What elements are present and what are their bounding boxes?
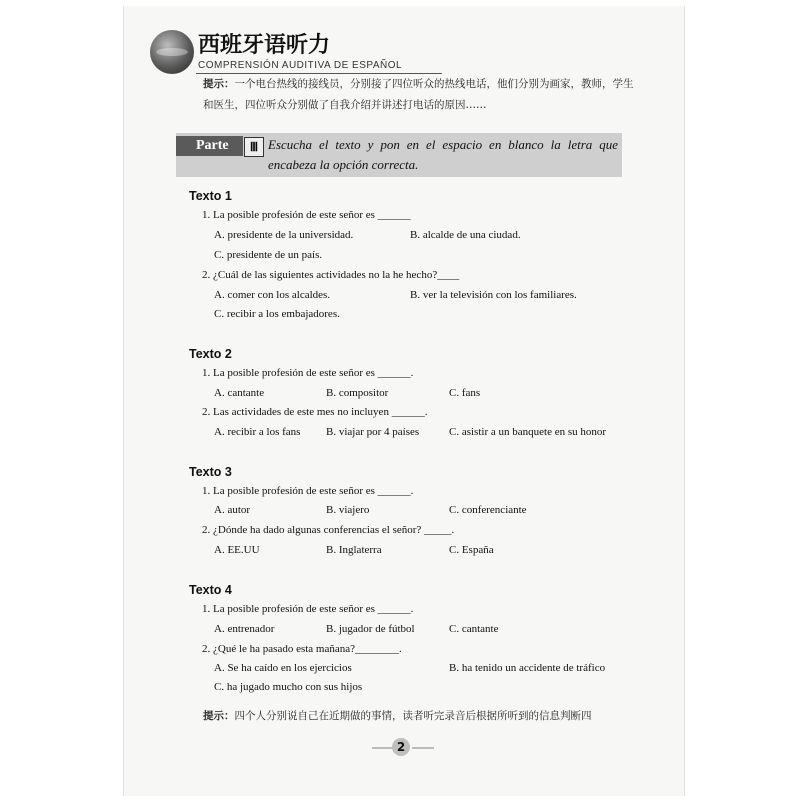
section-title: Texto 1 xyxy=(189,189,232,203)
question: 2. ¿Qué le ha pasado esta mañana?________. xyxy=(202,643,402,655)
option: A. cantante xyxy=(214,387,265,399)
question: 1. La posible profesión de este señor es ______. xyxy=(202,485,414,497)
option: C. ha jugado mucho con sus hijos xyxy=(214,681,363,693)
option: C. cantante xyxy=(449,623,499,635)
option: B. viajero xyxy=(326,504,370,516)
section-title: Texto 2 xyxy=(189,347,232,361)
question: 2. ¿Dónde ha dado algunas conferencias el señor? _____. xyxy=(202,524,455,536)
book-title-chinese: 西班牙语听力 xyxy=(198,33,331,58)
option: A. recibir a los fans xyxy=(214,426,301,438)
page-number-ornament-left xyxy=(372,747,394,749)
option: A. EE.UU xyxy=(214,544,260,556)
option: B. viajar por 4 países xyxy=(326,426,420,438)
question: 1. La posible profesión de este señor es ______. xyxy=(202,603,414,615)
book-page xyxy=(123,6,685,796)
option: B. alcalde de una ciudad. xyxy=(410,229,521,241)
option: B. ha tenido un accidente de tráfico xyxy=(449,662,606,674)
option: C. fans xyxy=(449,387,481,399)
option: C. presidente de un país. xyxy=(214,249,323,261)
page-number-value: 2 xyxy=(392,738,410,756)
option: B. Inglaterra xyxy=(326,544,382,556)
question: 2. ¿Cuál de las siguientes actividades no la he hecho?____ xyxy=(202,269,460,281)
page-number-ornament-right xyxy=(412,747,434,749)
parte-instruction-bar xyxy=(176,133,622,177)
parte-number: Ⅲ xyxy=(244,137,264,157)
tip-label: 提示： xyxy=(203,78,235,90)
tip-label: 提示： xyxy=(203,710,235,722)
tip-text: 一个电台热线的接线员，分别接了四位听众的热线电话，他们分别为画家，教师，学生和医生，四位听众分别做了自我介绍并讲述打电话的原因…… xyxy=(203,78,634,111)
section-title: Texto 4 xyxy=(189,583,232,597)
book-title-spanish: COMPRENSIÓN AUDITIVA DE ESPAÑOL xyxy=(198,60,403,71)
option: A. presidente de la universidad. xyxy=(214,229,354,241)
page-header xyxy=(150,22,403,77)
tip-text: 四个人分别说自己在近期做的事情，读者听完录音后根据所听到的信息判断四 xyxy=(234,710,592,722)
tip-paragraph-top xyxy=(203,74,643,116)
option: A. autor xyxy=(214,504,251,516)
option: C. España xyxy=(449,544,494,556)
parte-instruction-text: Escucha el texto y pon en el espacio en blanco la letra que encabeza la opción correcta. xyxy=(268,137,618,172)
parte-label: Parte xyxy=(176,136,243,156)
question: 1. La posible profesión de este señor es ______ xyxy=(202,209,411,221)
option: B. jugador de fútbol xyxy=(326,623,415,635)
option: C. recibir a los embajadores. xyxy=(214,308,340,320)
question: 2. Las actividades de este mes no incluyen ______. xyxy=(202,406,428,418)
logo-disc-icon xyxy=(150,30,194,74)
option: C. conferenciante xyxy=(449,504,527,516)
option: A. Se ha caído en los ejercicios xyxy=(214,662,352,674)
section-title: Texto 3 xyxy=(189,465,232,479)
option: C. asistir a un banquete en su honor xyxy=(449,426,607,438)
option: B. compositor xyxy=(326,387,389,399)
tip-paragraph-bottom xyxy=(203,706,643,727)
option: A. entrenador xyxy=(214,623,275,635)
question: 1. La posible profesión de este señor es ______. xyxy=(202,367,414,379)
option: B. ver la televisión con los familiares. xyxy=(410,289,577,301)
page-number xyxy=(372,738,428,758)
option: A. comer con los alcaldes. xyxy=(214,289,331,301)
